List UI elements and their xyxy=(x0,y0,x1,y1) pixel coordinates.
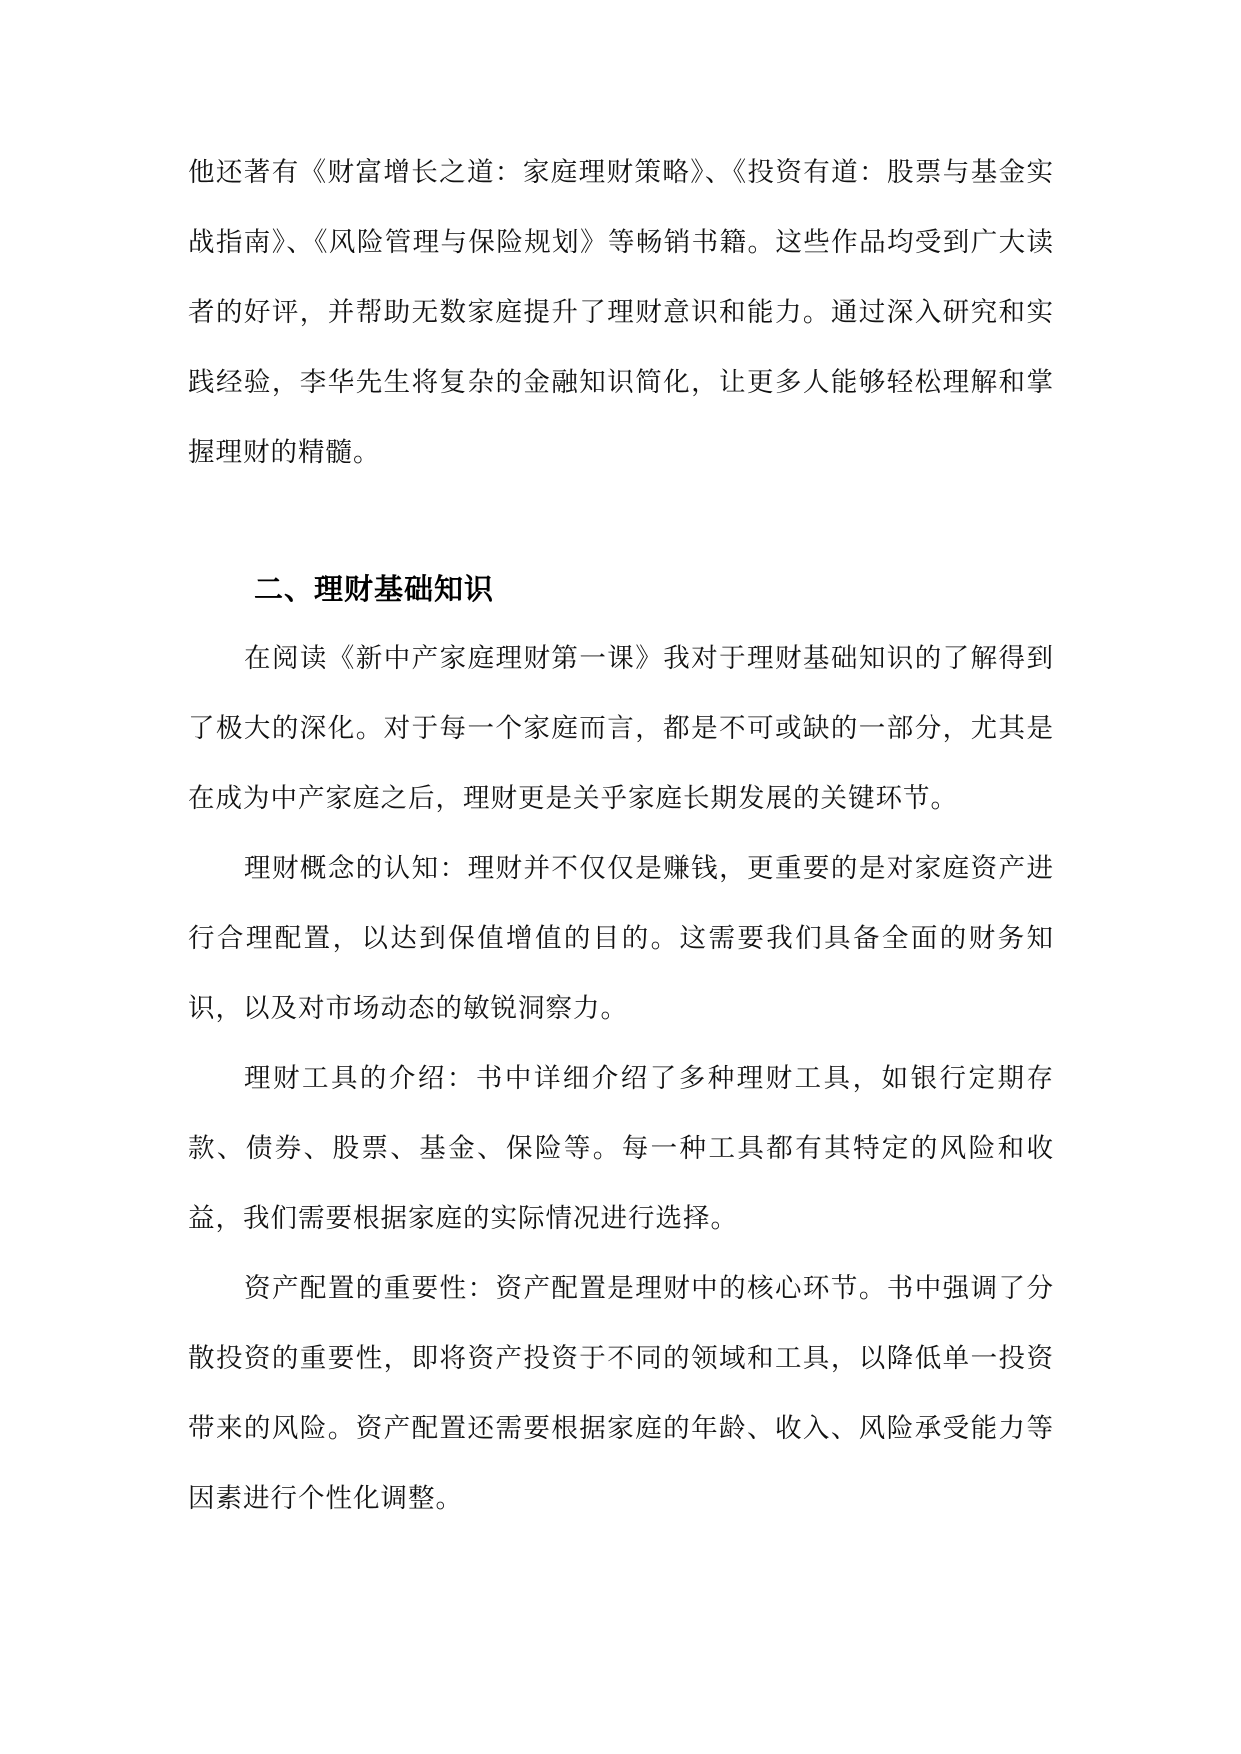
page-content xyxy=(188,138,1054,1534)
paragraph-continuation: 他还著有《财富增长之道：家庭理财策略》、《投资有道：股票与基金实战指南》、《风险管理与保险规划》等畅销书籍。这些作品均受到广大读者的好评，并帮助无数家庭提升了理财意识和能力。通过深入研究和实践经验，李华先生将复杂的金融知识简化，让更多人能够轻松理解和掌握理财的精髓。 xyxy=(188,157,1054,468)
paragraph-allocation: 资产配置的重要性：资产配置是理财中的核心环节。书中强调了分散投资的重要性，即将资产投资于不同的领域和工具，以降低单一投资带来的风险。资产配置还需要根据家庭的年龄、收入、风险承受能力等因素进行个性化调整。 xyxy=(188,1273,1054,1514)
section-heading: 二、理财基础知识 xyxy=(254,572,495,606)
paragraph-tools: 理财工具的介绍：书中详细介绍了多种理财工具，如银行定期存款、债券、股票、基金、保险等。每一种工具都有其特定的风险和收益，我们需要根据家庭的实际情况进行选择。 xyxy=(188,1063,1054,1234)
paragraph-intro: 在阅读《新中产家庭理财第一课》我对于理财基础知识的了解得到了极大的深化。对于每一个家庭而言，都是不可或缺的一部分，尤其是在成为中产家庭之后，理财更是关乎家庭长期发展的关键环节。 xyxy=(188,643,1054,814)
paragraph-concept: 理财概念的认知：理财并不仅仅是赚钱，更重要的是对家庭资产进行合理配置，以达到保值增值的目的。这需要我们具备全面的财务知识，以及对市场动态的敏锐洞察力。 xyxy=(188,853,1054,1024)
